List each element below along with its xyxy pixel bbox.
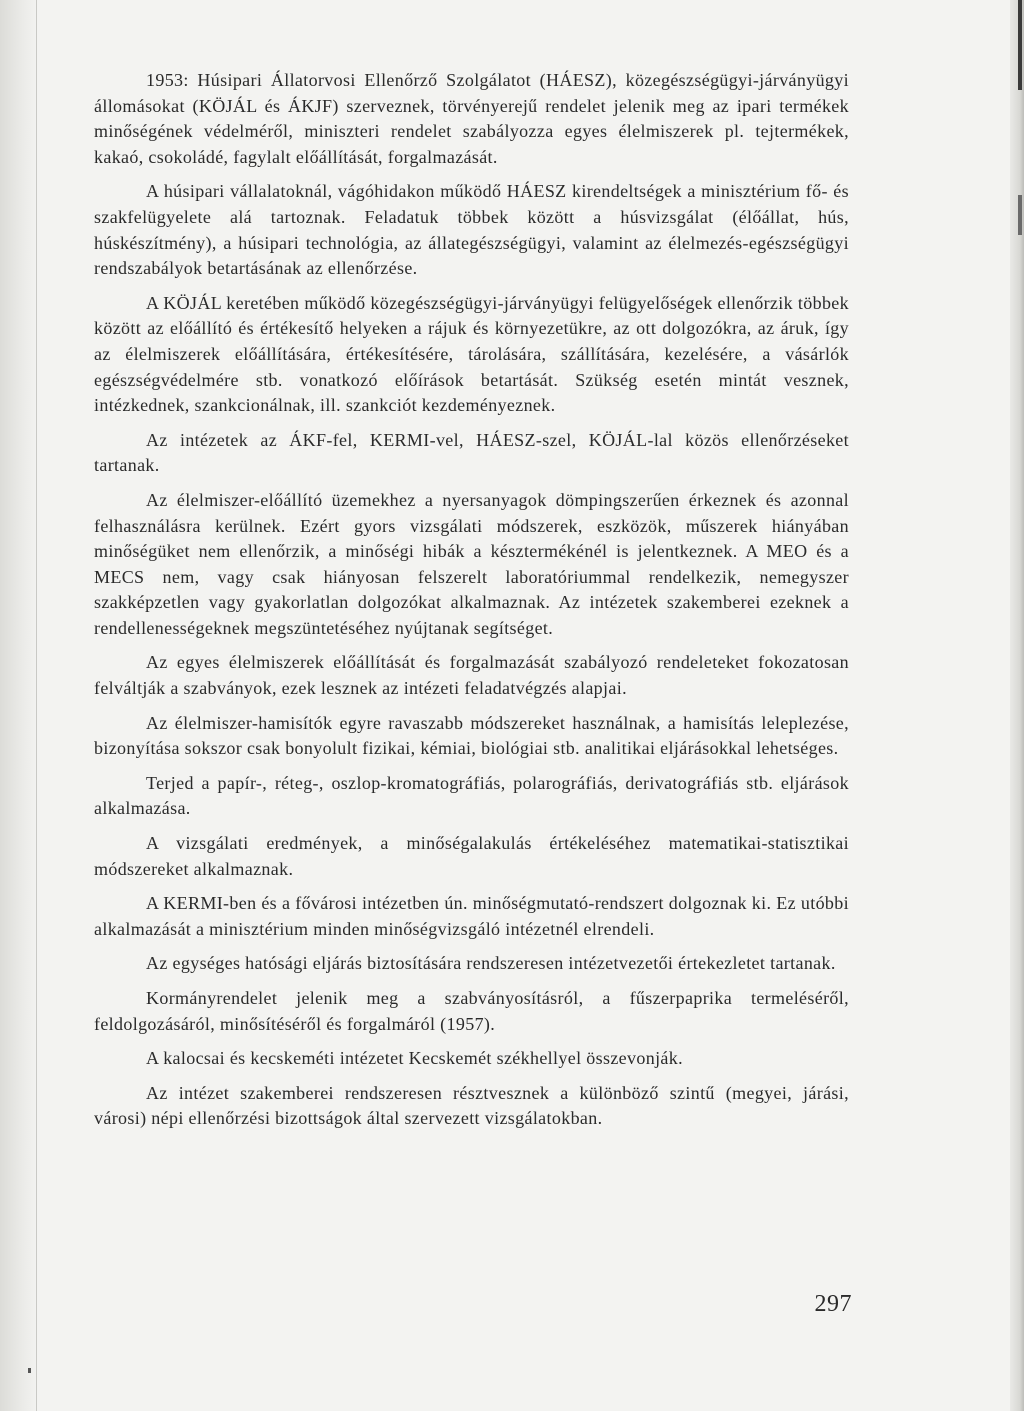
- paragraph-merger: A kalocsai és kecskeméti intézetet Kecskemét székhellyel összevonják.: [146, 1048, 683, 1069]
- page-edge-mark-top: [1018, 0, 1022, 90]
- body-text: [94, 68, 849, 1141]
- page-gutter-left: [0, 0, 38, 1411]
- page-edge-dot: [28, 1368, 31, 1373]
- paragraph-quality-index: A KERMI-ben és a fővárosi intézetben ún. minőségmutató-rendszert dolgoznak ki. Ez utóbbi alkalmazását a minisztérium minden minőségvizsgáló intézetnél elrendeli.: [94, 893, 849, 939]
- paragraph-kojal: A KÖJÁL keretében működő közegészségügyi-járványügyi felügyelőségek ellenőrzik többek között az előállító és értékesítő helyeken a rájuk és környezetükre, az ott dolgozókra, az áruk, így az élelmiszerek előállítására, értékesítésére, tárolására, szállítására, kezelésére, a vásárlók egészségvédelmére stb. vonatkozó előírások betartását. Szükség esetén mintát vesznek, intézkednek, szankcionálnak, ill. szankciót kezdeményeznek.: [94, 292, 849, 416]
- page-fold-line: [36, 0, 37, 1411]
- paragraph-food-fraud: Az élelmiszer-hamisítók egyre ravaszabb módszereket használnak, a hamisítás leleplezése, bizonyítása sokszor csak bonyolult fizikai, kémiai, biológiai stb. analitikai eljárásokkal lehetséges.: [94, 712, 849, 759]
- paragraph-peoples-control: Az intézet szakemberei rendszeresen résztvesznek a különböző szintű (megyei, járási, városi) népi ellenőrzési bizottságok által szervezett vizsgálatokban.: [94, 1082, 849, 1129]
- paragraph-chromatography: Terjed a papír-, réteg-, oszlop-kromatográfiás, polarográfiás, derivatográfiás stb. eljárások alkalmazása.: [94, 772, 849, 819]
- paragraph-statistics: A vizsgálati eredmények, a minőségalakulás értékeléséhez matematikai-statisztikai módszereket alkalmaznak.: [94, 833, 849, 879]
- paragraph-1953-institutions: 1953: Húsipari Állatorvosi Ellenőrző Szolgálatot (HÁESZ), közegészségügyi-járványügyi állomásokat (KÖJÁL és ÁKJF) szerveznek, törvényerejű rendelet jelenik meg az ipari termékek minőségének védelméről, miniszteri rendelet szabályozza egyes élelmiszerek pl. tejtermékek, kakaó, csokoládé, fagylalt előállítását, forgalmazását.: [94, 70, 849, 167]
- page-edge-mark-middle: [1018, 195, 1022, 235]
- paragraph-standards: Az egyes élelmiszerek előállítását és forgalmazását szabályozó rendeleteket fokozatosan felváltják a szabványok, ezek lesznek az intézeti feladatvégzés alapjai.: [94, 652, 849, 699]
- paragraph-director-meetings: Az egységes hatósági eljárás biztosítására rendszeresen intézetvezetői értekezletet tartanak.: [146, 953, 836, 974]
- paragraph-raw-materials: Az élelmiszer-előállító üzemekhez a nyersanyagok dömpingszerűen érkeznek és azonnal felhasználásra kerülnek. Ezért gyors vizsgálati módszerek, eszközök, műszerek hiányában minőségüket nem ellenőrzik, a minőségi hibák a késztermékénél is jelentkeznek. A MEO és a MECS nem, vagy csak hiányosan felszerelt laboratóriummal rendelkezik, nemegyszer szakképzetlen vagy gyakorlatlan dolgozókat alkalmaznak. Az intézetek szakemberei ezeknek a rendellenességeknek megszüntetéséhez nyújtanak segítséget.: [94, 489, 849, 638]
- paragraph-haesz: A húsipari vállalatoknál, vágóhidakon működő HÁESZ kirendeltségek a minisztérium fő- és szakfelügyelete alá tartoznak. Feladatuk többek között a húsvizsgálat (élőállat, hús, húskészítmény), a húsipari technológia, az állategészségügyi, valamint az élelmezés-egészségügyi rendszabályok betartásának az ellenőrzése.: [94, 181, 849, 279]
- paragraph-joint-inspections: Az intézetek az ÁKF-fel, KERMI-vel, HÁESZ-szel, KÖJÁL-lal közös ellenőrzéseket tartanak.: [94, 429, 849, 476]
- page-number: 297: [814, 1291, 852, 1317]
- paragraph-government-decree: Kormányrendelet jelenik meg a szabványosításról, a fűszerpaprika termeléséről, feldolgozásáról, minősítéséről és forgalmáról (1957).: [94, 988, 849, 1034]
